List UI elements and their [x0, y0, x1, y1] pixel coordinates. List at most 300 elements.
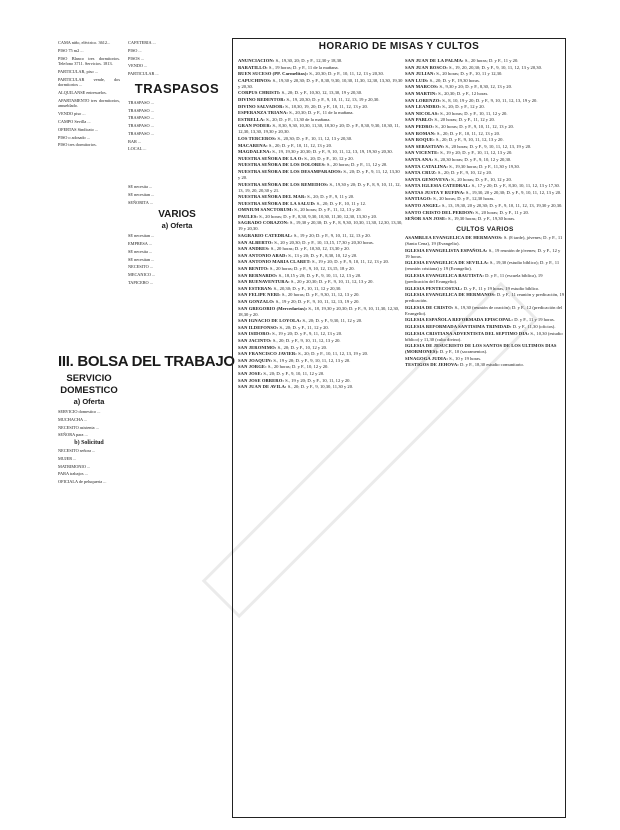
church-name: IGLESIA CRISTIANA ADVENTISTA DEL SEPTIMO DIA: — [405, 330, 530, 336]
classified-ad: BAR ... — [128, 138, 142, 144]
mass-times: S., 13 y 20; D. y F., 8,30, 10, 12 y 20. — [287, 252, 358, 258]
church-name: SAGRADO CORAZON: — [238, 220, 289, 226]
traspasos-heading: TRASPASOS — [134, 80, 220, 96]
classified-ad: PISO o adosado ... — [58, 134, 90, 140]
mass-times: S., 20 horas; D. y F., 11 y 20. — [463, 58, 519, 63]
church-name: SINAGOGA JUDIA: — [405, 355, 448, 361]
mass-times: S., 20 horas; D. y F., 10, 12 y 20. — [450, 176, 512, 182]
classified-ad: APARTAMENTO tres dormitorios, amueblado. — [58, 97, 120, 109]
classified-ad: TAPICERO ... — [128, 280, 153, 286]
church-name: SAN BUENAVENTURA: — [238, 279, 290, 285]
schedule-entry — [405, 190, 565, 196]
mass-times: S., 13, 19,30, 20 y 20,30; D. y F., 9, 10, 11, 12, 13, 19,30 y 20,30. — [440, 203, 563, 209]
schedule-entry — [405, 150, 565, 156]
schedule-entry — [405, 331, 565, 343]
schedule-entry — [405, 356, 565, 362]
classified-ad: NECESITO señora ... — [58, 448, 96, 454]
mass-times: S., 19,30 (estudio bíblico); D. y F., 11 (reunión cristiana) y 19 (Evangelio). — [405, 260, 560, 272]
church-name: SAN JOAQUIN: — [238, 357, 273, 363]
classified-ad: PARA trabajos ... — [58, 471, 88, 477]
mass-times: S., 20,30; D. y F., 10, 11, 12, 13 y 20,30. — [276, 135, 353, 141]
schedule-entry — [405, 286, 565, 292]
mass-times: S., 20; D. y F., 10, 11, 12, 13 y 20. — [435, 130, 501, 136]
schedule-entry — [238, 220, 403, 232]
schedule-entry — [405, 84, 565, 90]
church-name: NUESTRA SEÑORA DE LOS DOLORES: — [238, 162, 326, 168]
mass-times: S., 19,30, 20 y 20,30; D. y F., 9, 10, 11, 12, 13 y 20. — [464, 189, 562, 195]
mass-times: S., 20 horas; D. y F., 11, 12 y 20. — [433, 117, 495, 123]
mass-times: S., 8, 10, 19 y 20; D. y F., 9, 10, 11, 12, 13, 19 y 20. — [441, 97, 538, 103]
classified-ad: TRASPASO ... — [128, 115, 154, 121]
mass-times: S., 19, 20,30; D. y F., 9, 10, 11, 12, 13, 19 y 20,30. — [285, 96, 380, 102]
church-name: SAN LORENZO: — [405, 97, 442, 103]
schedule-entry — [238, 90, 403, 96]
church-name: SAN ANDRES: — [238, 246, 270, 252]
mass-times: S., 19,30 (reunión de oración); D. y F., 12 (predicación del Evangelio). — [405, 304, 563, 316]
classified-ad: VENDO ... — [128, 63, 148, 69]
classified-ad: MUJER ... — [58, 455, 77, 461]
schedule-entry — [238, 345, 403, 351]
church-list — [238, 58, 403, 390]
schedule-entry — [238, 156, 403, 162]
classified-ad: CAMPO Sevilla ... — [58, 119, 91, 125]
schedule-entry — [238, 194, 403, 200]
schedule-entry — [405, 317, 565, 323]
classified-ad: SEÑORA para ... — [58, 432, 88, 438]
classified-ads-list — [128, 40, 226, 77]
horario-title: HORARIO DE MISAS Y CULTOS — [318, 41, 480, 52]
mass-times: S., 20 y 20,30; D. y F., 9, 10, 11, 12, 13 y 20. — [289, 279, 374, 285]
mass-times: S., 17 y 20; D. y F., 8,30, 10, 11, 12, 13 y 17,30. — [470, 183, 560, 189]
church-name: SAN BENITO: — [238, 266, 269, 272]
mass-times: D. y F., 11 reunión y predicación, 19 predicación. — [405, 292, 565, 304]
schedule-entry — [238, 97, 403, 103]
church-name: SAN ALBERTO: — [238, 239, 274, 245]
schedule-entry — [238, 371, 403, 377]
mass-times: S., 20,30; D. y F., 12 horas. — [436, 90, 489, 96]
schedule-entry — [405, 78, 565, 84]
mass-times: S., 20 horas; D. y F., 8,30, 9,30, 10,30, 11,30, 12,30, 13,30 y 20. — [258, 213, 378, 219]
mass-times: S., 20 horas; D. y F., 10,30, 12, 13,30 y 20. — [269, 246, 350, 252]
mass-times: S., 20; D. y F., 12 y 20. — [441, 104, 485, 110]
mass-times: D. y F., 18,30 estudio comunitario. — [458, 362, 524, 368]
church-name: BUEN SUCESO (PP. Carmelitas): — [238, 71, 309, 77]
schedule-entry — [238, 233, 403, 239]
schedule-entry — [238, 279, 403, 285]
schedule-entry — [405, 58, 565, 64]
classified-ad: NECESITO asistenta ... — [58, 424, 99, 430]
church-name: PAULES: — [238, 213, 259, 219]
bolsa-del-trabajo-heading: III. BOLSA DEL TRABAJO — [58, 353, 235, 370]
church-name: SANTO ANGEL: — [405, 203, 441, 209]
church-name: SAN JUAN BOSCO: — [405, 64, 448, 70]
church-name: SANTA GENOVEVA: — [405, 176, 451, 182]
classifieds-column-2 — [128, 40, 226, 820]
classified-ad: LOCAL ... — [128, 146, 147, 152]
mass-times: S., 20 horas; D. y F., 11, 12 y 20. — [325, 162, 388, 168]
schedule-entry — [238, 78, 403, 90]
church-name: SAN GREGORIO (Mercedarias): — [238, 305, 308, 311]
traspasos-ads-list — [128, 100, 226, 152]
church-name: NUESTRA SEÑORA DEL MAR: — [238, 194, 307, 200]
schedule-entry — [238, 358, 403, 364]
mass-times: S., 20 horas; D. y F., 9,30, 11, 12, 13 y 20. — [280, 292, 360, 298]
classified-ad: TRASPASO ... — [128, 99, 154, 105]
schedule-entry — [405, 164, 565, 170]
church-name: SAN ILDEFONSO: — [238, 324, 279, 330]
mass-times: S., 20; D. y F., 9, 10, 12 y 20. — [436, 170, 493, 176]
church-name: SAN JOSE OBRERO: — [238, 377, 285, 383]
church-name: SANTA IGLESIA CATEDRAL: — [405, 183, 471, 189]
classified-ad: PISOS ... — [128, 55, 145, 61]
church-name: MACARENA: — [238, 142, 268, 148]
mass-times: S., 18,15 y 20; D. y F., 9, 10, 11, 12, 13 y 20. — [277, 272, 362, 278]
classified-ad: SE necesitan ... — [128, 191, 155, 197]
classified-ad: SE necesitan ... — [128, 233, 155, 239]
mass-times: S., 18,30, 19, 20; D. y F., 10, 11, 12, 13 y 20. — [284, 103, 368, 109]
church-name: IGLESIA EVANGELICA BAUTISTA: — [405, 273, 484, 279]
church-name: SAN JERONIMO: — [238, 344, 277, 350]
church-name: IGLESIA DE JESUCRISTO DE LOS SANTOS DE LOS ULTIMOS DIAS (MORMONES): — [405, 343, 557, 355]
schedule-entry — [238, 104, 403, 110]
schedule-entry — [405, 157, 565, 163]
mass-times: S., 20,30 horas; D. y F., 9, 10, 12 y 20,30. — [433, 156, 512, 162]
schedule-entry — [238, 123, 403, 135]
church-name: ESPERANZA TRIANA: — [238, 110, 288, 116]
schedule-entry — [405, 111, 565, 117]
church-name: SAN ROMAN: — [405, 130, 436, 136]
mass-times: S., 19,30 horas; D. y F., 19,30 horas. — [446, 216, 516, 222]
church-name: SAN JOSE: — [238, 370, 263, 376]
classified-ad: OFICIALA de peluqueria ... — [58, 479, 107, 485]
mass-times: S., 10 y 19 horas. — [447, 355, 482, 361]
classified-ad: MATRIMONIO ... — [58, 463, 91, 469]
classified-ad: MUCHACHA ... — [58, 416, 88, 422]
classified-ad: CAFETERIA ... — [128, 40, 156, 45]
schedule-entry — [405, 273, 565, 285]
schedule-entry — [238, 384, 403, 390]
mass-times: S., 20,30; D. y F., 11 de la mañana. — [288, 110, 354, 116]
mass-times: S., 20 horas; D. y F., 10, 11, 12 y 20. — [439, 110, 508, 116]
schedule-entry — [238, 299, 403, 305]
mass-times: S., 20; D. y F., 9, 11, 12, 13,30 y 20. — [238, 168, 400, 180]
church-name: SAN ISIDORO: — [238, 331, 271, 337]
church-name: OMNIUM SANCTORUM: — [238, 207, 294, 213]
schedule-entry — [238, 292, 403, 298]
church-name: SANTA CATALINA: — [405, 163, 448, 169]
mass-times: S., 20; D. y F., 10, 11, 12, 13 y 20. — [267, 142, 333, 148]
classified-ad: PARTICULAR ... — [128, 71, 159, 77]
schedule-entry — [238, 378, 403, 384]
schedule-entry — [238, 214, 403, 220]
mass-times: S., 9,30 y 20; D. y F., 8,30, 12, 13 y 20. — [438, 84, 513, 90]
schedule-entry — [405, 144, 565, 150]
mass-times: S., 20; D. y F., 10, 11, 12, 13, 19 y 20. — [296, 351, 369, 357]
cultos-varios-title: CULTOS VARIOS — [456, 226, 514, 234]
classified-ad: PISO ... — [128, 47, 142, 53]
church-name: SAN JUAN DE AVILA: — [238, 384, 287, 390]
classified-ad: NECESITO ... — [128, 264, 153, 270]
church-name: DIVINO SALVADOR: — [238, 103, 285, 109]
schedule-entry — [238, 286, 403, 292]
mass-times: S., 20 horas; D. y F., 9, 10, 11, 12, 13, 19 y 20. — [444, 143, 532, 149]
classified-ad: TRASPASO ... — [128, 123, 154, 129]
classified-ad: PARTICULAR vende, dos dormitorios ... — [58, 76, 120, 88]
classified-ad: PISO 75 m2 ... — [58, 47, 84, 53]
schedule-entry — [238, 364, 403, 370]
church-name: SAN JORGE: — [238, 364, 267, 370]
horario-right-column — [405, 58, 565, 816]
mass-times: S., 20 horas; D. y F., 10, 11 y 12,30. — [435, 71, 503, 77]
mass-times: S., 19, 20, 20,30; D. y F., 9, 10, 11, 12, 13 y 20,30. — [447, 64, 543, 70]
church-name: CORPUS CHRISTI: — [238, 90, 281, 96]
schedule-entry — [405, 124, 565, 130]
mass-times: S., 19,30 y 20,30; D. y F., 8,30, 9,30, 10,30, 11,30, 12,30, 13,30, 19,30 y 20,30. — [238, 77, 403, 89]
classified-ad: VENDO piso ... — [58, 111, 86, 117]
schedule-entry — [238, 259, 403, 265]
church-name: SAN GONZALO: — [238, 299, 275, 304]
schedule-entry — [405, 170, 565, 176]
schedule-entry — [238, 201, 403, 207]
horario-left-column — [238, 58, 403, 816]
schedule-entry — [405, 324, 565, 330]
schedule-entry — [238, 246, 403, 252]
classified-ad: SE necesitan ... — [128, 256, 155, 262]
church-name: BARATILLO: — [238, 64, 268, 70]
church-name: SAN FELIPE NERI: — [238, 292, 281, 298]
church-name: SANTA ANA: — [405, 156, 434, 162]
church-name: SEÑOR SAN JOSE: — [405, 216, 447, 222]
church-name: SAN SEBASTIAN: — [405, 143, 445, 149]
church-name: IGLESIA EVANGELICA DE HERMANOS: — [405, 292, 496, 298]
schedule-entry — [238, 207, 403, 213]
classified-ad: PISO Blanco tres dormitorios. Telefono 3711. Servicios. 1813. — [58, 55, 120, 67]
mass-times: S., 20 horas; D. y F., 12,30 horas. — [431, 196, 495, 202]
schedule-entry — [238, 117, 403, 123]
classified-ad: SEÑORITA ... — [128, 199, 153, 205]
mass-times: S., 8,30, 9,30, 10,30, 11,30, 18,30 y 20; D. y F., 8,30, 9,30, 10,30, 11, 12,30, 13,30, 19,30 y 20,30. — [238, 123, 400, 135]
church-name: NUESTRA SEÑORA DE LOS REMEDIOS: — [238, 181, 329, 187]
schedule-entry — [405, 183, 565, 189]
mass-times: S., 20 horas; D. y F., 10, 12 y 20. — [266, 364, 329, 370]
mass-times: S., 20; D. y F., 11, 12 y 20. — [278, 324, 329, 330]
schedule-entry — [238, 71, 403, 77]
church-name: SAN JUAN DE LA PALMA: — [405, 58, 464, 63]
church-name: SAN ANTONIO ABAD: — [238, 252, 288, 258]
varios-ads-list — [128, 233, 226, 285]
mass-times: S., 20 horas; D. y F., 9, 10, 12, 13,15, 18 y 20. — [268, 266, 355, 272]
classified-ad: MECANICO ... — [128, 272, 156, 278]
mass-times: S., 20 horas; D. y F., 9, 10, 11, 12, 13 y 20. — [433, 123, 514, 129]
schedule-entry — [238, 110, 403, 116]
classified-ads-list — [58, 40, 120, 148]
domestico-heading: DOMESTICO — [60, 385, 118, 396]
mass-times: S., 19 y 20; D. y F., 9, 10, 11, 12, 13 y 20. — [272, 357, 351, 363]
mass-times: S., 19 y 20; D. y F., 9, 10, 11, 12, 13 y 20. — [310, 259, 389, 265]
church-name: SAN MARCOS: — [405, 84, 439, 90]
mass-times: S., 19,30, 20; D. y F., 12,30 y 18,30. — [274, 58, 343, 63]
church-name: SAN ROQUE: — [405, 137, 435, 143]
church-name: ESTRELLA: — [238, 116, 265, 122]
schedule-entry — [405, 216, 565, 222]
classified-ad: CAMA niño, eléctrico. 3612... — [58, 40, 111, 45]
schedule-entry — [238, 351, 403, 357]
church-name: SAN FRANCISCO JAVIER: — [238, 351, 297, 357]
mass-times: S., 19,30 y 20,30; D. y F., 8, 9,30, 10,30, 11,30, 12,30, 13,30, 19 y 20,30. — [238, 220, 403, 232]
classified-ad: OFERTAS Sindicato ... — [58, 126, 99, 132]
church-name: SANTIAGO: — [405, 196, 432, 202]
mass-times: S., 19 y 20; D. y F., 10, 11, 12, 13 y 20. — [438, 150, 513, 156]
domestic-ads-list-2 — [58, 448, 120, 485]
mass-times: S., 20 horas; D. y F., 11 y 20. — [474, 209, 529, 215]
mass-times: S., 20,30; D. y F., 10, 11, 12 y 20,30. — [272, 285, 342, 291]
schedule-entry — [238, 306, 403, 318]
schedule-entry — [238, 253, 403, 259]
church-name: SANTO CRISTO DEL PERDON: — [405, 209, 475, 215]
classified-ad: PARTICULAR, piso ... — [58, 68, 98, 74]
church-name: DIVINO REDENTOR: — [238, 96, 286, 102]
mass-times: S., 19,30 horas; D. y F., 11,30 y 19,30. — [447, 163, 520, 169]
church-name: GRAN PODER: — [238, 123, 272, 129]
mass-times: S., 19 y 20; D. y F., 9, 11, 12, 13 y 20. — [270, 331, 343, 337]
schedule-entry — [405, 292, 565, 304]
church-name: ANUNCIACION: — [238, 58, 275, 63]
church-name: LOS TERCEROS: — [238, 135, 277, 141]
schedule-entry — [238, 162, 403, 168]
schedule-entry — [405, 210, 565, 216]
church-name: SAGRARIO CATEDRAL: — [238, 233, 293, 239]
schedule-entry — [238, 149, 403, 155]
mass-times: S., 19 horas; D. y F., 11 de la mañana. — [267, 64, 339, 70]
schedule-entry — [405, 65, 565, 71]
schedule-entry — [405, 71, 565, 77]
church-name: IGLESIA EVANGELICA DE SEVILLA: — [405, 260, 489, 266]
schedule-entry — [238, 240, 403, 246]
schedule-entry — [238, 318, 403, 324]
church-name: ASAMBLEA EVANGELICA DE HERMANOS: — [405, 235, 503, 241]
schedule-entry — [405, 104, 565, 110]
classified-ad: SERVICIO domestico ... — [58, 409, 101, 414]
church-list — [405, 58, 565, 222]
church-name: SAN VICENTE: — [405, 150, 439, 156]
mass-times: D. y F., 10 (sacramentos). — [438, 349, 488, 355]
mass-times: S., 19 reunión de jóvenes; D. y F., 12 y 19 horas. — [405, 247, 561, 259]
schedule-entry — [238, 325, 403, 331]
schedule-entry — [405, 117, 565, 123]
schedule-entry — [238, 143, 403, 149]
schedule-entry — [405, 91, 565, 97]
mass-times: S., 20; D. y F., 10,30, 12, 13,30, 19 y 20,30. — [280, 90, 363, 96]
church-name: IGLESIA ESPAÑOLA REFORMADA EPISCOPAL: — [405, 317, 514, 323]
church-name: NUESTRA SEÑORA DE LA SALUD: — [238, 200, 316, 206]
church-name: SAN IGNACIO DE LOYOLA: — [238, 318, 302, 324]
mass-times: S., 20,30; D. y F., 10, 11, 12, 13 y 20,30. — [308, 71, 384, 77]
church-name: IGLESIA DE CRISTO: — [405, 304, 454, 310]
mass-times: S., 20 horas; D. y F., 11, 12, 13 y 20. — [293, 207, 362, 213]
church-name: SAN MARTIN: — [405, 90, 437, 96]
schedule-entry — [405, 177, 565, 183]
solicitud-subheading: b) Solicitud — [74, 440, 104, 447]
servicio-heading: SERVICIO — [66, 373, 112, 384]
mass-times: D. y F., 11 y 19 horas. — [513, 317, 555, 323]
schedule-entry — [238, 58, 403, 64]
mass-times: S., 18, 19,30 y 20,30; D. y F., 9, 10, 11,30, 12,30, 18,30 y 20. — [238, 305, 400, 317]
bolsa-ads-list — [128, 184, 226, 205]
classified-ad: TRASPASO ... — [128, 107, 154, 113]
schedule-entry — [405, 235, 565, 247]
classified-ad: SE necesita ... — [128, 248, 153, 254]
cultos-list — [405, 235, 565, 368]
schedule-entry — [405, 260, 565, 272]
schedule-entry — [238, 266, 403, 272]
varios-heading: VARIOS — [158, 209, 196, 221]
church-name: IGLESIA REFORMADA SANTISIMA TRINIDAD: — [405, 324, 512, 329]
church-name: SAN PABLO: — [405, 117, 434, 123]
mass-times: S., 20; D. y F., 10, 11 y 12. — [315, 200, 367, 206]
church-name: SANTA CRUZ: — [405, 170, 437, 176]
mass-times: S., 20; D. y F., 10, 12 y 20. — [276, 344, 328, 350]
mass-times: D. y F., 11,30 (oficios). — [511, 324, 556, 329]
church-name: MAGDALENA: — [238, 149, 272, 155]
church-name: SAN NICOLAS: — [405, 110, 439, 116]
servicio-domestico-section — [58, 372, 120, 820]
church-name: SAN JACINTO: — [238, 337, 272, 343]
church-name: SAN ESTEBAN: — [238, 285, 273, 291]
schedule-entry — [405, 131, 565, 137]
schedule-entry — [405, 203, 565, 209]
church-name: SAN JULIAN: — [405, 71, 436, 77]
schedule-entry — [238, 338, 403, 344]
schedule-entry — [405, 362, 565, 368]
schedule-entry — [238, 182, 403, 194]
mass-times: S., 20; D. y F., 9, 10,30, 11,30 y 20. — [286, 384, 354, 390]
schedule-entry — [405, 137, 565, 143]
mass-times: S., 20; D. y F., 9, 10, 11, 12, 13 y 20. — [271, 337, 341, 343]
mass-times: S., 19, 19,30 y 20,30; D. y F., 9, 10, 11, 12, 13, 19, 19,30 y 20,30. — [271, 149, 393, 155]
church-name: SAN LEANDRO: — [405, 104, 442, 110]
church-name: SAN BERNARDO: — [238, 272, 278, 278]
classified-ad: SE necesita ... — [128, 184, 153, 190]
mass-times: D. y F., 11 y 19 horas, 19 estudio bíblico. — [462, 285, 540, 291]
schedule-entry — [238, 331, 403, 337]
varios-oferta-subheading: a) Oferta — [161, 221, 193, 231]
schedule-entry — [405, 248, 565, 260]
church-name: NUESTRA SEÑORA DE LA O: — [238, 155, 304, 161]
church-name: SAN ANTONIO MARIA CLARET: — [238, 259, 311, 265]
schedule-entry — [238, 273, 403, 279]
church-name: SAN PEDRO: — [405, 123, 434, 129]
church-name: SAN LUIS: — [405, 77, 429, 83]
classified-ad: TRASPASO ... — [128, 130, 154, 136]
schedule-entry — [238, 169, 403, 181]
mass-times: S., 20; D. y F., 9,30, 11, 12 y 20. — [301, 318, 363, 324]
mass-times: S., 19,30 y 20; D. y F., 8, 9, 10, 11, 12, 13, 19, 20, 20,30 y 21. — [238, 181, 401, 193]
mass-times: S., 20; D. y F., 19,30 horas. — [428, 77, 480, 83]
schedule-entry — [238, 136, 403, 142]
mass-times: D. y F., 11 (escuela bíblica), 19 (predicación del Evangelio). — [405, 273, 543, 285]
mass-times: S., 19 y 20; D. y F., 9, 10, 11, 12, 13, 19 y 20. — [274, 299, 360, 304]
church-name: IGLESIA PENTECOSTAL: — [405, 285, 463, 291]
classified-ad: PISO tres dormitorios. — [58, 142, 97, 148]
schedule-entry — [238, 65, 403, 71]
mass-times: S., 20; D. y F., 9, 10, 11, 12 y 20. — [262, 370, 325, 376]
classified-ad: ALQUILANSE entresuelos. — [58, 90, 107, 96]
church-name: IGLESIA EVANGELISTA ESPAÑOLA: — [405, 247, 488, 253]
mass-times: S., 20; D. y F., 9, 10, 11, 12, 13 y 20. — [434, 137, 504, 143]
church-name: TESTIGOS DE JEHOVA: — [405, 362, 459, 368]
domestic-ads-list — [58, 409, 120, 438]
classified-ad: EMPRESA ... — [128, 241, 152, 247]
